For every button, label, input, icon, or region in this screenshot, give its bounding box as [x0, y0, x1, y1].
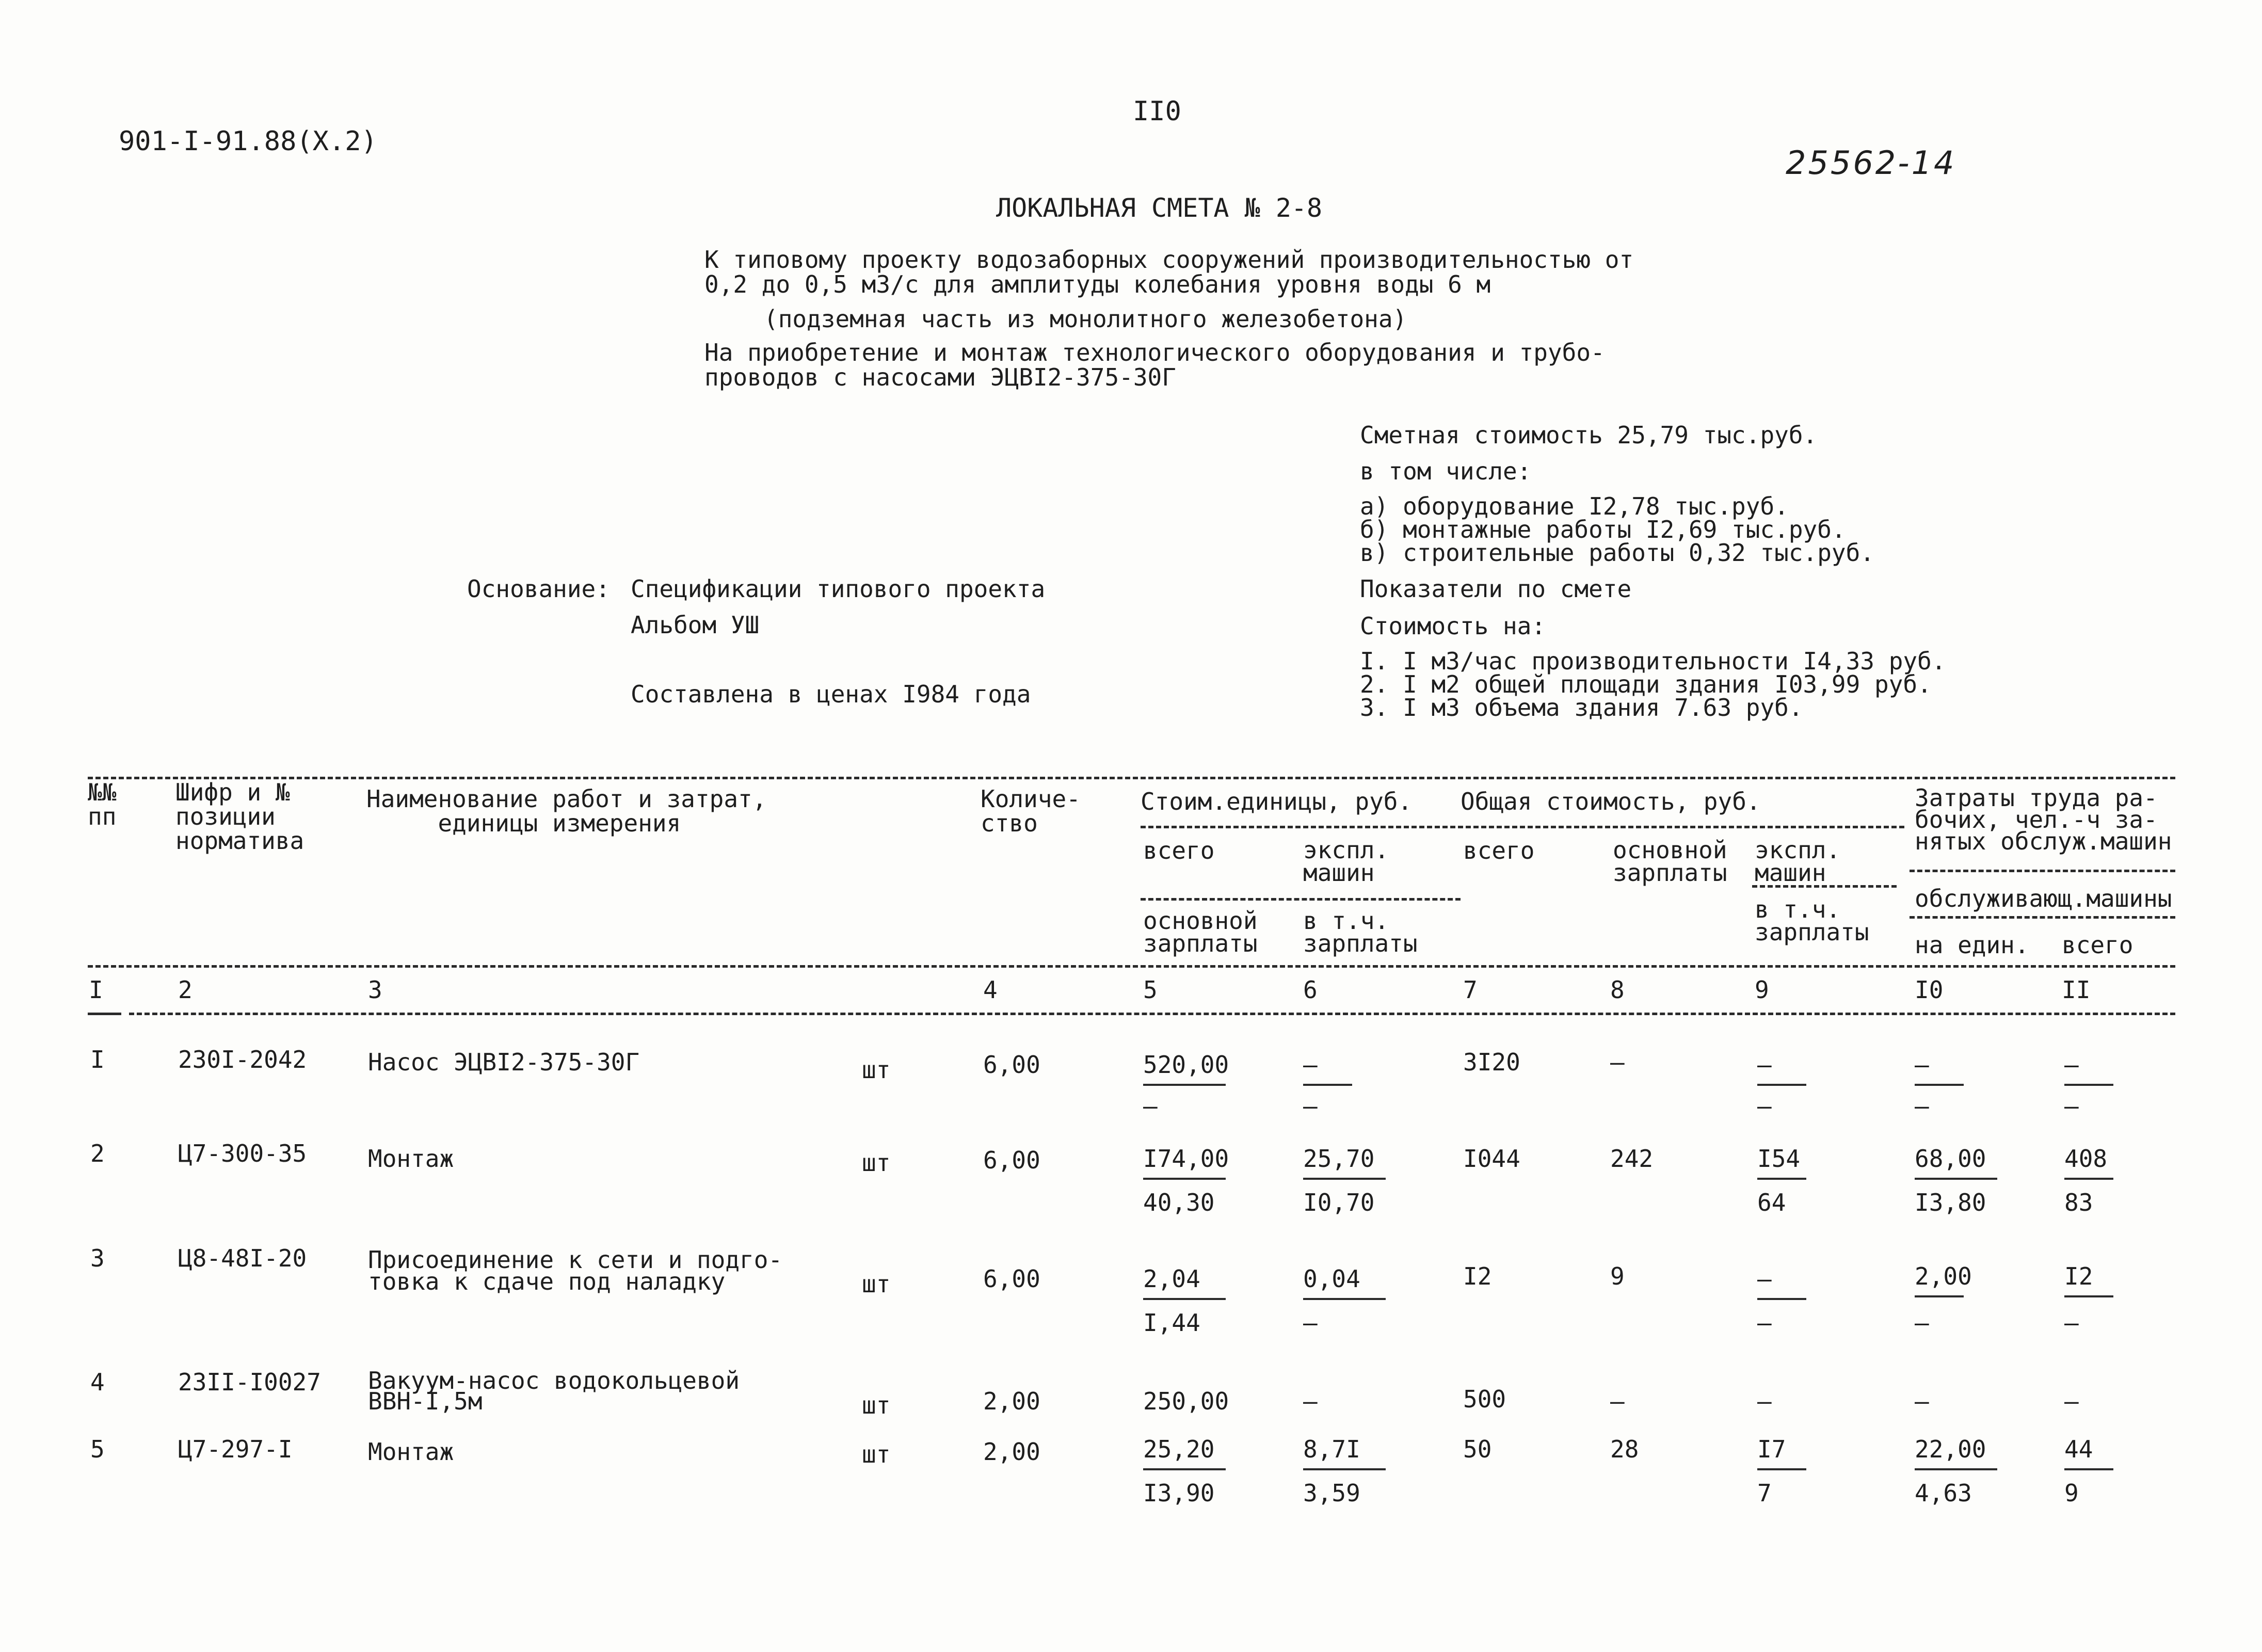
total-machines-header: экспл. машин	[1755, 836, 1841, 887]
row-name: Вакуум-насос водокольцевой ВВН-I,5м	[368, 1367, 740, 1415]
unit-total: I74,00	[1143, 1145, 1229, 1173]
row-unit: шт	[862, 1056, 891, 1084]
labor-per-unit-machines: I3,80	[1915, 1189, 1986, 1216]
col-number: 3	[368, 976, 382, 1004]
frac-line	[1303, 1298, 1386, 1300]
labor-total: 44	[2064, 1435, 2093, 1463]
frac-line	[1303, 1178, 1386, 1180]
unit-total: 25,20	[1143, 1435, 1215, 1463]
col-number: 2	[178, 976, 192, 1004]
frac-line	[1757, 1468, 1806, 1470]
row-code: 23II-I0027	[178, 1368, 321, 1396]
frac-line	[1303, 1084, 1352, 1086]
basis-value-2: Альбом УШ	[631, 611, 760, 639]
row-name: Монтаж	[368, 1438, 454, 1466]
subtitle-line-1: К типовому проекту водозаборных сооружений производительностью от	[704, 246, 1634, 274]
total-wages: 9	[1610, 1262, 1625, 1290]
col-qty-header: Количе- ство	[981, 785, 1081, 837]
col-number: I0	[1915, 976, 1944, 1004]
basis-label: Основание:	[467, 575, 610, 603]
unit-machines-wages: –	[1303, 1092, 1318, 1120]
total-machines: I7	[1757, 1435, 1786, 1463]
frac-line	[2064, 1468, 2113, 1470]
including-label: в том числе:	[1360, 457, 1532, 485]
total-cost: I044	[1463, 1145, 1520, 1173]
subtitle-line-4: На приобретение и монтаж технологического оборудования и трубо-	[704, 339, 1605, 366]
labor-header: Затраты труда ра- бочих, чел.-ч за- нятых обслуж.машин	[1915, 784, 2172, 855]
row-qty: 6,00	[983, 1265, 1040, 1293]
unit-machines-wages: –	[1303, 1309, 1318, 1337]
frac-line	[1915, 1178, 1997, 1180]
labor-per-unit: 68,00	[1915, 1145, 1986, 1173]
row-unit: шт	[862, 1270, 891, 1298]
subtitle-line-5: проводов с насосами ЭЦВI2-375-30Г	[704, 363, 1176, 391]
total-wages: 28	[1610, 1435, 1639, 1463]
numbers-bottom-rule	[129, 1013, 2175, 1015]
frac-line	[1303, 1468, 1386, 1470]
total-wages: –	[1610, 1048, 1625, 1076]
labor-rule-2	[1910, 916, 2175, 919]
header-bottom-rule	[88, 965, 2175, 968]
frac-line	[1757, 1298, 1806, 1300]
labor-per-unit: –	[1915, 1387, 1929, 1415]
row-num: I	[90, 1046, 105, 1073]
frac-line	[1757, 1178, 1806, 1180]
total-cost-header: Общая стоимость, руб.	[1461, 788, 1761, 815]
unit-cost-rule	[1141, 826, 1904, 828]
row-qty: 2,00	[983, 1438, 1040, 1466]
total-machines-wages: 7	[1757, 1479, 1772, 1507]
frac-line	[2064, 1295, 2113, 1297]
unit-total: 520,00	[1143, 1051, 1229, 1079]
total-cost: I2	[1463, 1262, 1492, 1290]
total-machines-wages: –	[1757, 1309, 1772, 1337]
cost-construction: в) строительные работы 0,32 тыс.руб.	[1360, 539, 1874, 567]
col-number: 4	[983, 976, 998, 1004]
num-underline	[88, 1013, 121, 1015]
page-title: ЛОКАЛЬНАЯ СМЕТА № 2-8	[996, 193, 1323, 223]
labor-total-header: всего	[2062, 931, 2133, 959]
frac-line	[1915, 1084, 1964, 1086]
row-num: 2	[90, 1140, 105, 1167]
total-machines: –	[1757, 1051, 1772, 1079]
row-qty: 6,00	[983, 1146, 1040, 1174]
prices-year: Составлена в ценах I984 года	[631, 680, 1031, 708]
frac-line	[2064, 1178, 2113, 1180]
unit-wages: 40,30	[1143, 1189, 1215, 1216]
labor-per-unit: 22,00	[1915, 1435, 1986, 1463]
unit-machines: 8,7I	[1303, 1435, 1360, 1463]
col-number: 8	[1610, 976, 1625, 1004]
labor-per-unit-machines: 4,63	[1915, 1479, 1972, 1507]
per-unit-header: на един.	[1915, 931, 2029, 959]
frac-line	[1915, 1295, 1964, 1297]
labor-total: I2	[2064, 1262, 2093, 1290]
row-num: 4	[90, 1368, 105, 1396]
subtitle-line-2: 0,2 до 0,5 м3/с для амплитуды колебания уровня воды 6 м	[704, 270, 1491, 298]
labor-total-machines: 83	[2064, 1189, 2093, 1216]
total-cost: 500	[1463, 1385, 1506, 1413]
unit-machines-wages: 3,59	[1303, 1479, 1360, 1507]
total-machines: I54	[1757, 1145, 1801, 1173]
indicators-label: Показатели по смете	[1360, 575, 1632, 603]
col-num-header: №№ пп	[88, 778, 117, 830]
unit-wages-header: основной зарплаты	[1143, 907, 1258, 957]
indicator-3: 3. I м3 объема здания 7.63 руб.	[1360, 694, 1803, 721]
row-code: Ц7-300-35	[178, 1140, 307, 1167]
total-total-header: всего	[1463, 837, 1535, 864]
unit-machines-header: экспл. машин	[1303, 836, 1389, 887]
unit-wages: –	[1143, 1092, 1158, 1120]
indicator-1: I. I м3/час производительности I4,33 руб.	[1360, 647, 1946, 675]
unit-machines: 25,70	[1303, 1145, 1375, 1173]
basis-value-1: Спецификации типового проекта	[631, 575, 1046, 603]
col-number: 5	[1143, 976, 1158, 1004]
row-num: 5	[90, 1435, 105, 1463]
subtitle-line-3: (подземная часть из монолитного железобетона)	[764, 305, 1407, 333]
row-code: 230I-2042	[178, 1046, 307, 1073]
unit-sub-rule	[1141, 898, 1461, 901]
total-machines: –	[1757, 1387, 1772, 1415]
frac-line	[1143, 1298, 1226, 1300]
row-qty: 2,00	[983, 1387, 1040, 1415]
total-machines: –	[1757, 1265, 1772, 1293]
labor-total-machines: –	[2064, 1092, 2079, 1120]
indicator-2: 2. I м2 общей площади здания I03,99 руб.	[1360, 670, 1932, 698]
unit-incl-wages-header: в т.ч. зарплаты	[1303, 907, 1418, 957]
row-qty: 6,00	[983, 1051, 1040, 1079]
unit-cost-header: Стоим.единицы, руб.	[1141, 788, 1413, 815]
total-machines-wages: –	[1757, 1092, 1772, 1120]
unit-machines: 0,04	[1303, 1265, 1360, 1293]
frac-line	[2064, 1084, 2113, 1086]
total-wages-header: основной зарплаты	[1613, 836, 1727, 887]
labor-total: –	[2064, 1051, 2079, 1079]
labor-rule-1	[1910, 870, 2175, 872]
frac-line	[1143, 1178, 1226, 1180]
unit-machines-wages: I0,70	[1303, 1189, 1375, 1216]
page-number: II0	[1133, 96, 1181, 127]
unit-machines: –	[1303, 1387, 1318, 1415]
estimate-cost: Сметная стоимость 25,79 тыс.руб.	[1360, 421, 1818, 449]
row-unit: шт	[862, 1440, 891, 1468]
row-code: Ц8-48I-20	[178, 1244, 307, 1272]
unit-wages: I,44	[1143, 1309, 1200, 1337]
table-top-rule	[88, 777, 2175, 779]
row-name: Насос ЭЦВI2-375-30Г	[368, 1048, 640, 1076]
unit-total: 2,04	[1143, 1265, 1200, 1293]
service-machines-header: обслуживающ.машины	[1915, 885, 2172, 912]
row-unit: шт	[862, 1391, 891, 1419]
unit-machines: –	[1303, 1051, 1318, 1079]
cost-per-label: Стоимость на:	[1360, 612, 1546, 640]
col-name-header: Наименование работ и затрат, единицы измерения	[366, 785, 767, 837]
col-number: I	[89, 976, 103, 1004]
labor-total: 408	[2064, 1145, 2108, 1173]
row-code: Ц7-297-I	[178, 1435, 293, 1463]
unit-wages: I3,90	[1143, 1479, 1215, 1507]
unit-total-header: всего	[1143, 837, 1215, 864]
frac-line	[1915, 1468, 1997, 1470]
total-machines-wages: 64	[1757, 1189, 1786, 1216]
total-wages: –	[1610, 1387, 1625, 1415]
labor-per-unit-machines: –	[1915, 1092, 1929, 1120]
labor-per-unit: 2,00	[1915, 1262, 1972, 1290]
frac-line	[1757, 1084, 1806, 1086]
unit-total: 250,00	[1143, 1387, 1229, 1415]
col-number: 9	[1755, 976, 1769, 1004]
row-name: Монтаж	[368, 1145, 454, 1173]
total-incl-wages-header: в т.ч. зарплаты	[1755, 895, 1869, 946]
row-unit: шт	[862, 1149, 891, 1177]
row-name: Присоединение к сети и подго- товка к сдаче под наладку	[368, 1246, 783, 1295]
cost-equipment: а) оборудование I2,78 тыс.руб.	[1360, 492, 1789, 520]
col-number: 6	[1303, 976, 1318, 1004]
row-num: 3	[90, 1244, 105, 1272]
labor-total-machines: –	[2064, 1309, 2079, 1337]
labor-per-unit-machines: –	[1915, 1309, 1929, 1337]
labor-per-unit: –	[1915, 1051, 1929, 1079]
frac-line	[1143, 1468, 1226, 1470]
labor-total: –	[2064, 1387, 2079, 1415]
labor-total-machines: 9	[2064, 1479, 2079, 1507]
total-cost: 3I20	[1463, 1048, 1520, 1076]
cost-installation: б) монтажные работы I2,69 тыс.руб.	[1360, 516, 1846, 543]
col-number: II	[2062, 976, 2091, 1004]
handwritten-number: 25562-14	[1786, 144, 1956, 182]
total-wages: 242	[1610, 1145, 1654, 1173]
frac-line	[1143, 1084, 1226, 1086]
col-code-header: Шифр и № позиции норматива	[175, 778, 304, 855]
col-number: 7	[1463, 976, 1478, 1004]
doc-code: 901-I-91.88(X.2)	[119, 126, 377, 157]
total-cost: 50	[1463, 1435, 1492, 1463]
